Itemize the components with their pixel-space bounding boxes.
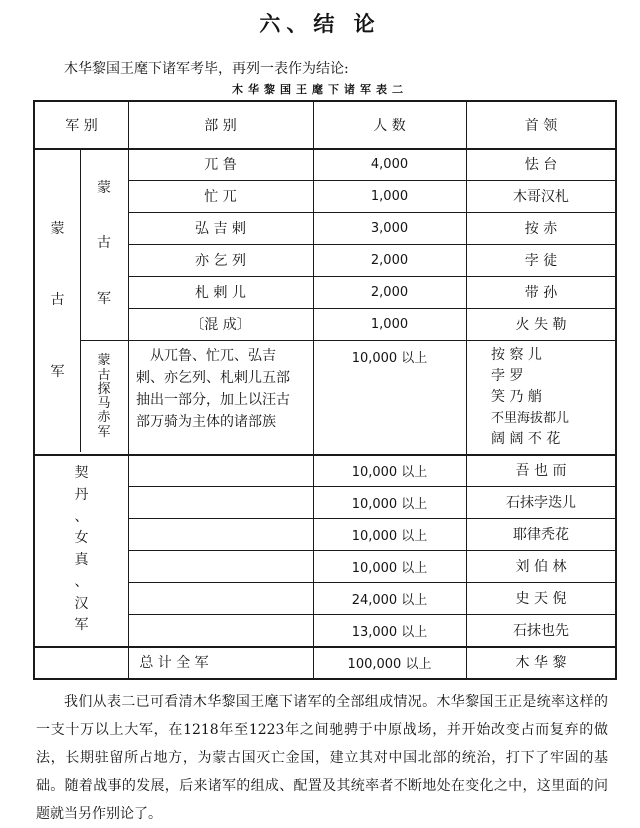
label-char: 赤 [97, 410, 111, 426]
leader-cell: 史 天 倪 [515, 591, 567, 607]
header-army: 军 别 [65, 118, 98, 134]
label-char: 军 [50, 363, 65, 380]
label-char: 古 [50, 292, 65, 309]
count-cell: 13,000 以上 [351, 624, 428, 640]
count-cell: 24,000 以上 [351, 592, 428, 608]
header-leader: 首 领 [524, 118, 558, 134]
label-char: 古 [97, 367, 111, 383]
label-char: 女 [74, 530, 89, 547]
leader-cell: 带 孙 [524, 285, 558, 301]
leader-cell: 怯 台 [524, 157, 558, 173]
intro-text: 木华黎国王麾下诸军考毕，再列一表作为结论: [64, 61, 349, 77]
khitan-army-label [35, 454, 128, 646]
label-char: 探 [97, 381, 111, 397]
count-cell: 3,000 [370, 220, 409, 236]
leader-line: 孛 罗 [491, 368, 524, 384]
leader-cell: 石抹也先 [513, 623, 569, 639]
mongol-subgroup-label [80, 148, 128, 340]
count-cell: 10,000 以上 [351, 560, 428, 576]
label-char: 蒙 [97, 353, 111, 369]
label-char: 马 [97, 396, 111, 411]
tanmachi-count-cell: 10,000 以上 [351, 350, 428, 366]
count-cell: 2,000 [370, 252, 409, 268]
label-char: 军 [97, 290, 111, 307]
leader-line: 笑 乃 艄 [491, 389, 542, 405]
tanmachi-subgroup-label [80, 340, 128, 454]
label-char: 、 [74, 573, 89, 590]
leader-cell: 按 赤 [524, 221, 558, 237]
mongol-army-label [35, 148, 80, 454]
total-label: 总 计 全 军 [139, 655, 209, 671]
unit-cell: 亦 乞 列 [195, 253, 246, 269]
header-unit: 部 别 [204, 118, 237, 134]
leader-cell: 耶律秃花 [513, 527, 569, 543]
tanmachi-leader-cell [491, 345, 569, 450]
unit-line: 部万骑为主体的诸部族 [136, 414, 276, 430]
unit-line: 从兀鲁、忙兀、弘吉 [150, 348, 276, 364]
leader-cell: 木哥汉札 [513, 189, 569, 205]
label-char: 军 [97, 424, 111, 440]
unit-cell: 忙 兀 [204, 189, 237, 205]
label-char: 军 [74, 617, 89, 634]
tanmachi-unit-cell [136, 345, 290, 433]
unit-cell: 弘 吉 剌 [195, 221, 246, 237]
unit-cell: 兀 鲁 [204, 157, 237, 173]
leader-line: 阔 阔 不 花 [491, 431, 561, 447]
unit-cell: 札 剌 儿 [195, 285, 246, 301]
label-char: 汉 [74, 595, 89, 612]
leader-cell: 孛 徒 [524, 253, 558, 269]
label-char: 蒙 [97, 179, 111, 196]
leader-cell: 火 失 勒 [515, 317, 567, 333]
conclusion-paragraph: 我们从表二已可看清木华黎国王麾下诸军的全部组成情况。木华黎国王正是统率这样的一支十万以上大军，在1218年至1223年之间驰骋于中原战场，并开始改变占而复弃的做法，长期驻留所占地方，为蒙古国灭亡金国，建立其对中国北部的统治，打下了牢固的基础。随着战事的发展，后来诸军的组成、配置及其统率者不断地处在变化之中，这里面的问题就当另作别论了。 [36, 694, 608, 822]
table-caption: 木华黎国王麾下诸军表二 [232, 83, 408, 96]
header-count: 人 数 [373, 118, 406, 134]
leader-line: 按 察 儿 [491, 347, 542, 363]
count-cell: 10,000 以上 [351, 528, 428, 544]
label-char: 蒙 [50, 220, 65, 237]
army-table [33, 100, 617, 680]
page-heading: 六、结 论 [259, 12, 381, 36]
count-cell: 2,000 [370, 284, 409, 300]
count-cell: 10,000 以上 [351, 496, 428, 512]
label-char: 真 [74, 552, 89, 569]
label-char: 古 [97, 235, 111, 252]
leader-cell: 石抹孛迭儿 [506, 495, 576, 511]
label-char: 、 [74, 508, 89, 525]
unit-cell: 〔混 成〕 [190, 317, 251, 333]
leader-cell: 刘 伯 林 [515, 559, 567, 575]
leader-line: 不里海拔都儿 [491, 411, 570, 426]
count-cell: 1,000 [370, 316, 409, 332]
unit-line: 剌、亦乞列、札剌儿五部 [136, 370, 290, 386]
count-cell: 1,000 [370, 188, 409, 204]
total-count: 100,000 以上 [347, 656, 432, 672]
leader-cell: 吾 也 而 [515, 463, 567, 479]
label-char: 契 [74, 465, 89, 482]
unit-line: 抽出一部分，加上以汪古 [136, 392, 290, 408]
total-leader: 木 华 黎 [515, 655, 567, 671]
label-char: 丹 [74, 486, 89, 503]
count-cell: 4,000 [370, 156, 409, 172]
count-cell: 10,000 以上 [351, 464, 428, 480]
